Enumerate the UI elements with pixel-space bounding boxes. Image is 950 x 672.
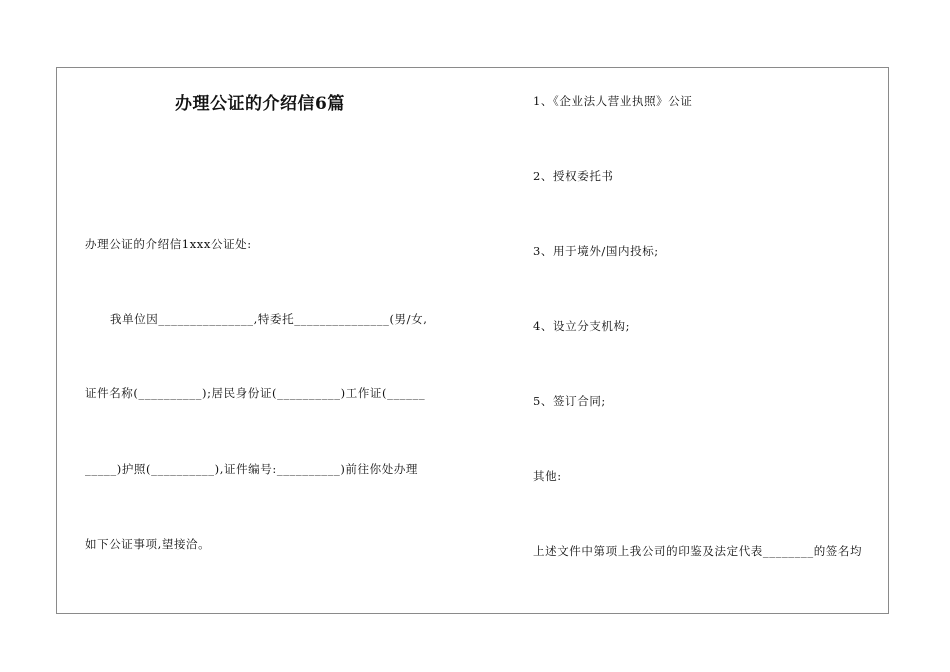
letter-line-id-documents: 证件名称(__________);居民身份证(__________)工作证(______ [85, 386, 426, 400]
notary-item-power-of-attorney: 2、授权委托书 [533, 169, 614, 183]
page-frame [56, 67, 889, 614]
letter-line-closing: 如下公证事项,望接洽。 [85, 537, 211, 551]
notary-item-bidding: 3、用于境外/国内投标; [533, 244, 659, 258]
letter-salutation: 办理公证的介绍信1xxx公证处: [85, 237, 252, 251]
notary-item-other: 其他: [533, 469, 562, 483]
notary-item-contract: 5、签订合同; [533, 394, 606, 408]
notary-item-business-license: 1、《企业法人营业执照》公证 [533, 94, 693, 108]
notary-statement: 上述文件中第项上我公司的印鉴及法定代表________的签名均 [533, 544, 863, 558]
document-title: 办理公证的介绍信6篇 [175, 94, 345, 114]
letter-line-passport: _____)护照(__________),证件编号:__________)前往你处办理 [85, 462, 419, 476]
notary-item-branch: 4、设立分支机构; [533, 319, 631, 333]
letter-line-entrust: 我单位因_______________,特委托_______________(男/女, [110, 312, 428, 326]
